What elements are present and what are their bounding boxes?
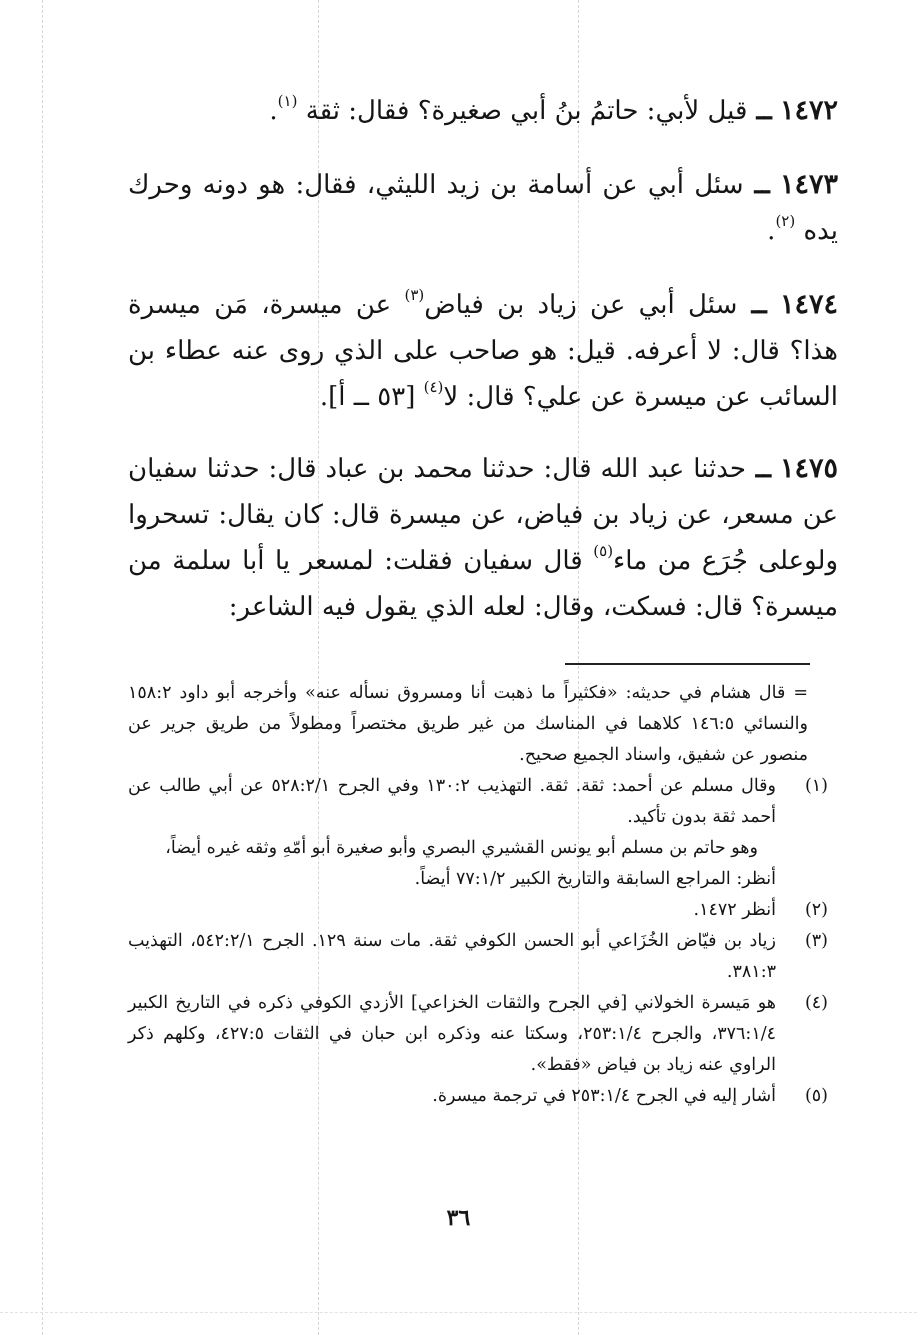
footnote-number: (٣) (804, 931, 828, 951)
footnote-ref: (٤) (423, 378, 444, 397)
entry-text: عن ميسرة، مَن ميسرة هذا؟ قال: لا أعرفه. قيل: هو صاحب على الذي روى عنه عطاء بن السائب عن ميسرة عن علي؟ قال: لا (128, 290, 838, 412)
footnote-4 (128, 988, 828, 1081)
footnote-number: (١) (804, 776, 828, 796)
entry-number: ١٤٧٢ (779, 95, 838, 126)
footnote-ref: (٥) (593, 542, 614, 561)
entry-text: سئل أبي عن أسامة بن زيد الليثي، فقال: هو دونه وحرك يده (128, 170, 838, 246)
footnote-text: أنظر ١٤٧٢. (693, 900, 776, 920)
entry-text: [٥٣ ــ أ]. (319, 382, 416, 412)
footnote-text: أشار إليه في الجرح ٢٥٣:١/٤ في ترجمة ميسرة. (432, 1086, 776, 1106)
entry-text: قيل لأبي: حاتمُ بنُ أبي صغيرة؟ فقال: ثقة (305, 96, 748, 126)
scan-guide-line (0, 1312, 917, 1313)
entry-text: . (767, 216, 776, 246)
entry-number: ١٤٧٣ (779, 169, 838, 200)
entry-number: ١٤٧٤ (780, 289, 839, 320)
entry-paragraph (128, 446, 838, 630)
entry-paragraph (128, 88, 838, 134)
entry-number: ١٤٧٥ (780, 453, 839, 484)
footnote-3 (128, 926, 828, 988)
scan-guide-line (42, 0, 43, 1335)
footnote-number: (٥) (804, 1086, 828, 1106)
footnote-1-extra: أنظر: المراجع السابقة والتاريخ الكبير ٧٧:١/٢ أيضاً. (414, 869, 776, 889)
footnote-number: (٤) (804, 993, 828, 1013)
footnote-text: زياد بن فيّاض الخُزَاعي أبو الحسن الكوفي ثقة. مات سنة ١٢٩. الجرح ٥٤٢:٢/١، التهذيب ٣٨١:٣. (128, 931, 776, 982)
footnote-divider (565, 663, 810, 665)
footnote-2 (128, 895, 828, 926)
entry-1472 (128, 88, 838, 134)
entry-dash: ــ (747, 96, 772, 126)
footnote-ref: (٣) (404, 286, 425, 305)
footnote-text: هو مَيسرة الخولاني [في الجرح والثقات الخزاعي] الأزدي الكوفي ذكره في التاريخ الكبير ٣٧٦:١/٤، والجرح ٢٥٣:١/٤، وسكتا عنه وذكره ابن حبان في الثقات ٤٢٧:٥، وكلهم ذكر الراوي عنه زياد بن فياض «فقط». (128, 993, 777, 1075)
entry-1475 (128, 446, 838, 630)
footnote-1-extra: وهو حاتم بن مسلم أبو يونس القشيري البصري وأبو صغيرة أبو أمّهِ وثقه غيره أيضاً، (165, 838, 758, 858)
entry-text: . (269, 96, 278, 126)
entry-text: قال سفيان فقلت: لمسعر يا أبا سلمة من ميسرة؟ قال: فسكت، وقال: لعله الذي يقول فيه الشاعر: (128, 546, 838, 622)
entry-dash: ــ (743, 170, 770, 200)
entry-dash: ــ (737, 290, 767, 320)
entry-dash: ــ (745, 454, 771, 484)
footnote-1 (128, 771, 828, 833)
footnote-ref: (٢) (775, 212, 796, 231)
entry-text: حدثنا عبد الله قال: حدثنا محمد بن عباد قال: حدثنا سفيان عن مسعر، عن زياد بن فياض، عن ميسرة قال: كان يقال: تسحروا ولوعلى جُرَع من ماء (128, 454, 838, 576)
entry-text: سئل أبي عن زياد بن فياض (424, 290, 738, 320)
footnote-continuation: = قال هشام في حديثه: «فكثيراً ما ذهبت أنا ومسروق نسأله عنه» وأخرجه أبو داود ١٥٨:٢ والنسائي ١٤٦:٥ كلاهما في المناسك من غير طريق مختصراً ومطولاً من طريق جرير عن منصور عن شفيق، واسناد الجميع صحيح. (128, 683, 808, 765)
footnote-5 (128, 1081, 828, 1112)
page-number: ٣٦ (446, 1205, 471, 1231)
footnote-text: وقال مسلم عن أحمد: ثقة. ثقة. التهذيب ١٣٠:٢ وفي الجرح ٥٢٨:٢/١ عن أبي طالب عن أحمد ثقة بدون تأكيد. (128, 776, 776, 827)
entry-paragraph (128, 162, 838, 254)
footnote-ref: (١) (277, 92, 298, 111)
entry-1474 (128, 282, 838, 420)
footnote-number: (٢) (804, 900, 828, 920)
footnotes-section (128, 678, 828, 1112)
entry-paragraph (128, 282, 838, 420)
entry-1473 (128, 162, 838, 254)
